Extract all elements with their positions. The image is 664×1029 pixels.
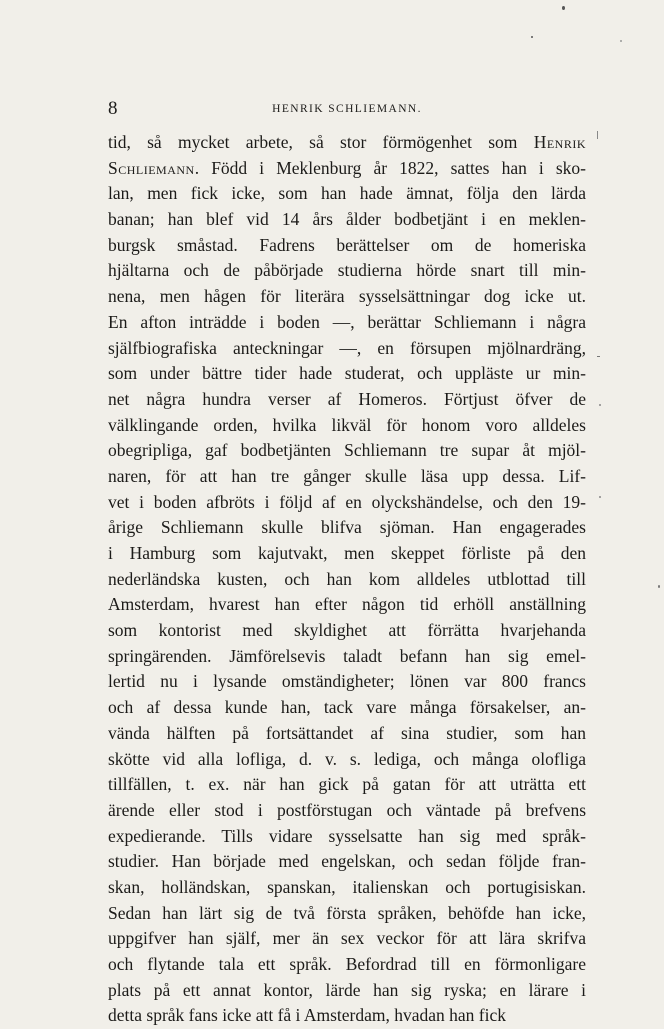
text-run: nederländska kusten, och han kom alldeles utblottad till	[108, 568, 586, 589]
text-line	[108, 181, 586, 207]
scan-speck	[597, 356, 600, 357]
running-head	[108, 96, 586, 126]
text-run: net några hundra verser af Homeros. Förtjust öfver de	[108, 388, 586, 409]
text-line	[108, 798, 586, 824]
text-line	[108, 387, 586, 413]
text-line	[108, 258, 586, 284]
text-run: vända hälften på fortsättandet af sina studier, som han	[108, 722, 586, 743]
text-run: . Född i Meklenburg år 1822, sattes han i sko-	[194, 157, 586, 178]
text-run: uppgifver han själf, mer än sex veckor för att lära skrifva	[108, 928, 586, 949]
text-run: lan, men fick icke, som han hade ämnat, följa den lärda	[108, 183, 586, 204]
book-page	[108, 96, 586, 1029]
text-line	[108, 464, 586, 490]
text-run: tid, så mycket arbete, så stor förmögenhet som	[108, 132, 534, 152]
text-line	[108, 156, 586, 182]
text-run: som kontorist med skyldighet att förrätta hvarjehanda	[108, 620, 586, 641]
text-run: obegripliga, gaf bodbetjänten Schliemann tre supar åt mjöl-	[108, 440, 586, 461]
text-run: och flytande tala ett språk. Befordrad till en förmonligare	[108, 954, 586, 974]
text-line	[108, 978, 586, 1004]
text-line	[108, 772, 586, 798]
text-run: En afton inträdde i boden —, berättar Schliemann i några	[108, 311, 586, 332]
text-line	[108, 233, 586, 259]
text-run: studier. Han började med engelskan, och sedan följde fran-	[108, 851, 586, 872]
text-line	[108, 336, 586, 362]
scan-speck	[562, 6, 565, 10]
text-run: i Hamburg som kajutvakt, men skeppet förliste på den	[108, 543, 586, 563]
scan-speck	[599, 404, 601, 406]
text-line	[108, 721, 586, 747]
small-caps-name: Schliemann	[108, 157, 195, 178]
text-run: själfbiografiska anteckningar —, en försupen mjölnardräng,	[108, 337, 586, 358]
text-run: springärenden. Jämförelsevis taladt befann han sig emel-	[108, 645, 586, 666]
scan-speck	[620, 40, 622, 42]
text-run: skötte vid alla lofliga, d. v. s. lediga, och många olofliga	[108, 748, 586, 769]
text-run: burgsk småstad. Fadrens berättelser om de homeriska	[108, 234, 586, 255]
text-run: årige Schliemann skulle blifva sjöman. Han engagerades	[108, 517, 586, 538]
text-line	[108, 824, 586, 850]
text-run: som under bättre tider hade studerat, och uppläste ur min-	[108, 363, 586, 384]
text-line	[108, 207, 586, 233]
text-line	[108, 310, 586, 336]
text-run: nena, men hågen för literära sysselsättningar dog icke ut.	[108, 286, 586, 307]
text-line	[108, 592, 586, 618]
text-line	[108, 1003, 586, 1029]
page-number: 8	[108, 98, 118, 119]
text-run: ärende eller stod i postförstugan och väntade på brefvens	[108, 799, 586, 820]
text-line	[108, 515, 586, 541]
scan-speck	[531, 36, 533, 38]
text-run: lertid nu i lysande omständigheter; lönen var 800 francs	[108, 671, 586, 692]
text-run: skan, holländskan, spanskan, italienskan och portugisiskan.	[108, 876, 586, 897]
text-line	[108, 747, 586, 773]
running-title: HENRIK SCHLIEMANN.	[272, 103, 422, 115]
text-line	[108, 541, 586, 567]
text-line	[108, 952, 586, 978]
text-line	[108, 926, 586, 952]
text-line	[108, 361, 586, 387]
text-run: Amsterdam, hvarest han efter någon tid erhöll anställning	[108, 594, 586, 615]
text-run: Sedan han lärt sig de två första språken, behöfde han icke,	[108, 902, 586, 923]
text-line	[108, 413, 586, 439]
text-line	[108, 644, 586, 670]
text-line	[108, 901, 586, 927]
text-line	[108, 618, 586, 644]
text-line	[108, 490, 586, 516]
text-line	[108, 567, 586, 593]
scan-speck	[597, 131, 598, 139]
text-run: plats på ett annat kontor, lärde han sig ryska; en lärare i	[108, 979, 586, 1000]
text-line	[108, 669, 586, 695]
text-line	[108, 438, 586, 464]
text-run: naren, för att han tre gånger skulle läsa upp dessa. Lif-	[108, 465, 586, 486]
text-line	[108, 849, 586, 875]
text-line	[108, 875, 586, 901]
text-run: vet i boden afbröts i följd af en olyckshändelse, och den 19-	[108, 491, 586, 512]
text-line	[108, 695, 586, 721]
text-run: detta språk fans icke att få i Amsterdam, hvadan han fick	[108, 1005, 506, 1026]
body-text	[108, 130, 586, 1029]
text-run: banan; han blef vid 14 års ålder bodbetjänt i en meklen-	[108, 209, 586, 230]
text-run: hjältarna och de påbörjade studierna hörde snart till min-	[108, 260, 586, 281]
text-run: expedierande. Tills vidare sysselsatte han sig med språk-	[108, 825, 586, 846]
small-caps-name: Henrik	[533, 132, 586, 152]
scan-speck	[599, 496, 601, 498]
text-run: och af dessa kunde han, tack vare många försakelser, an-	[108, 697, 586, 718]
text-line	[108, 130, 586, 156]
text-run: tillfällen, t. ex. när han gick på gatan för att uträtta ett	[108, 774, 586, 795]
text-run: välklingande orden, hvilka likväl för honom voro alldeles	[108, 414, 586, 435]
text-line	[108, 284, 586, 310]
scan-speck	[658, 585, 660, 588]
